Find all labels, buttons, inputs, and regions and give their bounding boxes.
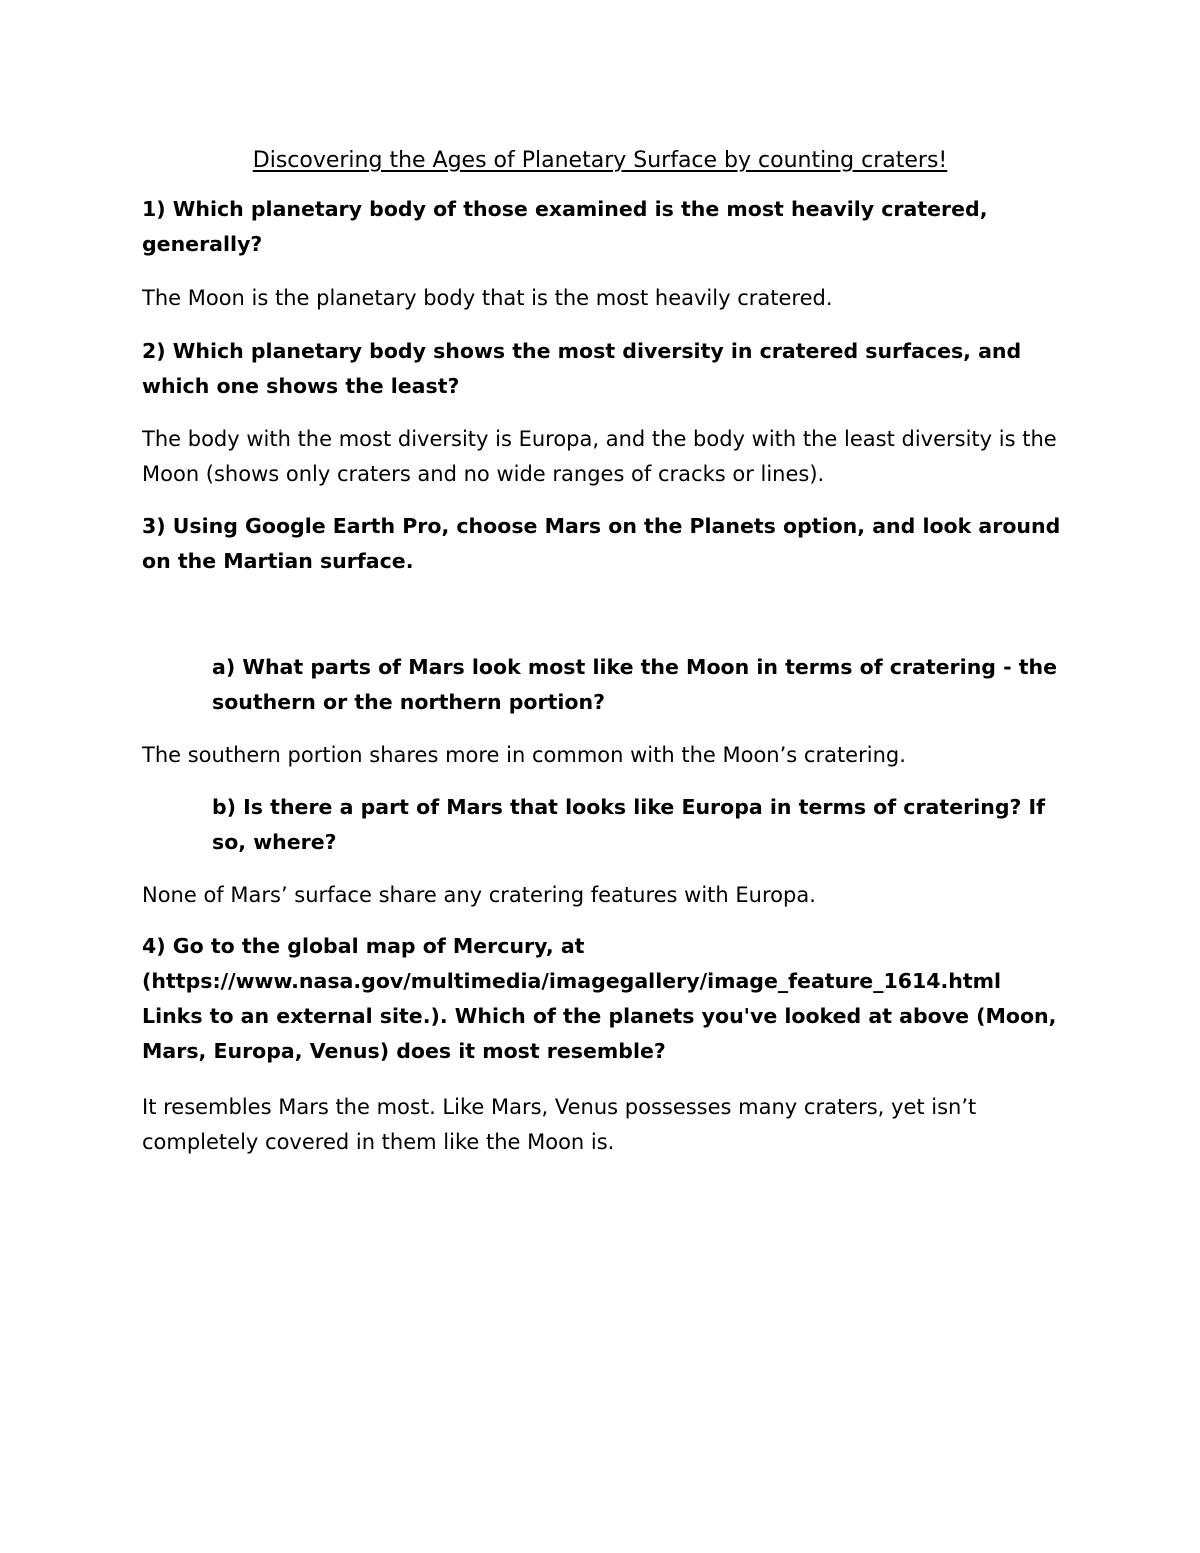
question-4: [142, 929, 1072, 1069]
answer-2: The body with the most diversity is Europa, and the body with the least diversity is the Moon (shows only craters and no wide ranges of cracks or lines).: [142, 427, 1057, 486]
document-title: Discovering the Ages of Planetary Surface by counting craters!: [252, 148, 948, 173]
question-4-rest: Links to an external site.). Which of the planets you've looked at above (Moon, Mars, Europa, Venus) does it most resemble?: [142, 1004, 1057, 1063]
question-1: 1) Which planetary body of those examined is the most heavily cratered, generally?: [142, 197, 988, 256]
question-4-url: (https://www.nasa.gov/multimedia/imagegallery/image_feature_1614.html: [142, 969, 1002, 993]
question-2: 2) Which planetary body shows the most diversity in cratered surfaces, and which one shows the least?: [142, 339, 1022, 398]
answer-3b: None of Mars’ surface share any cratering features with Europa.: [142, 883, 816, 907]
question-3: 3) Using Google Earth Pro, choose Mars on the Planets option, and look around on the Martian surface.: [142, 514, 1061, 573]
question-3a: a) What parts of Mars look most like the Moon in terms of cratering - the southern or the northern portion?: [212, 655, 1058, 714]
question-3b: b) Is there a part of Mars that looks like Europa in terms of cratering? If so, where?: [212, 795, 1046, 854]
answer-1: The Moon is the planetary body that is the most heavily cratered.: [142, 286, 833, 310]
question-4-line-1: 4) Go to the global map of Mercury, at: [142, 934, 585, 958]
answer-3a: The southern portion shares more in common with the Moon’s cratering.: [142, 743, 906, 767]
answer-4: It resembles Mars the most. Like Mars, Venus possesses many craters, yet isn’t completely covered in them like the Moon is.: [142, 1095, 977, 1154]
